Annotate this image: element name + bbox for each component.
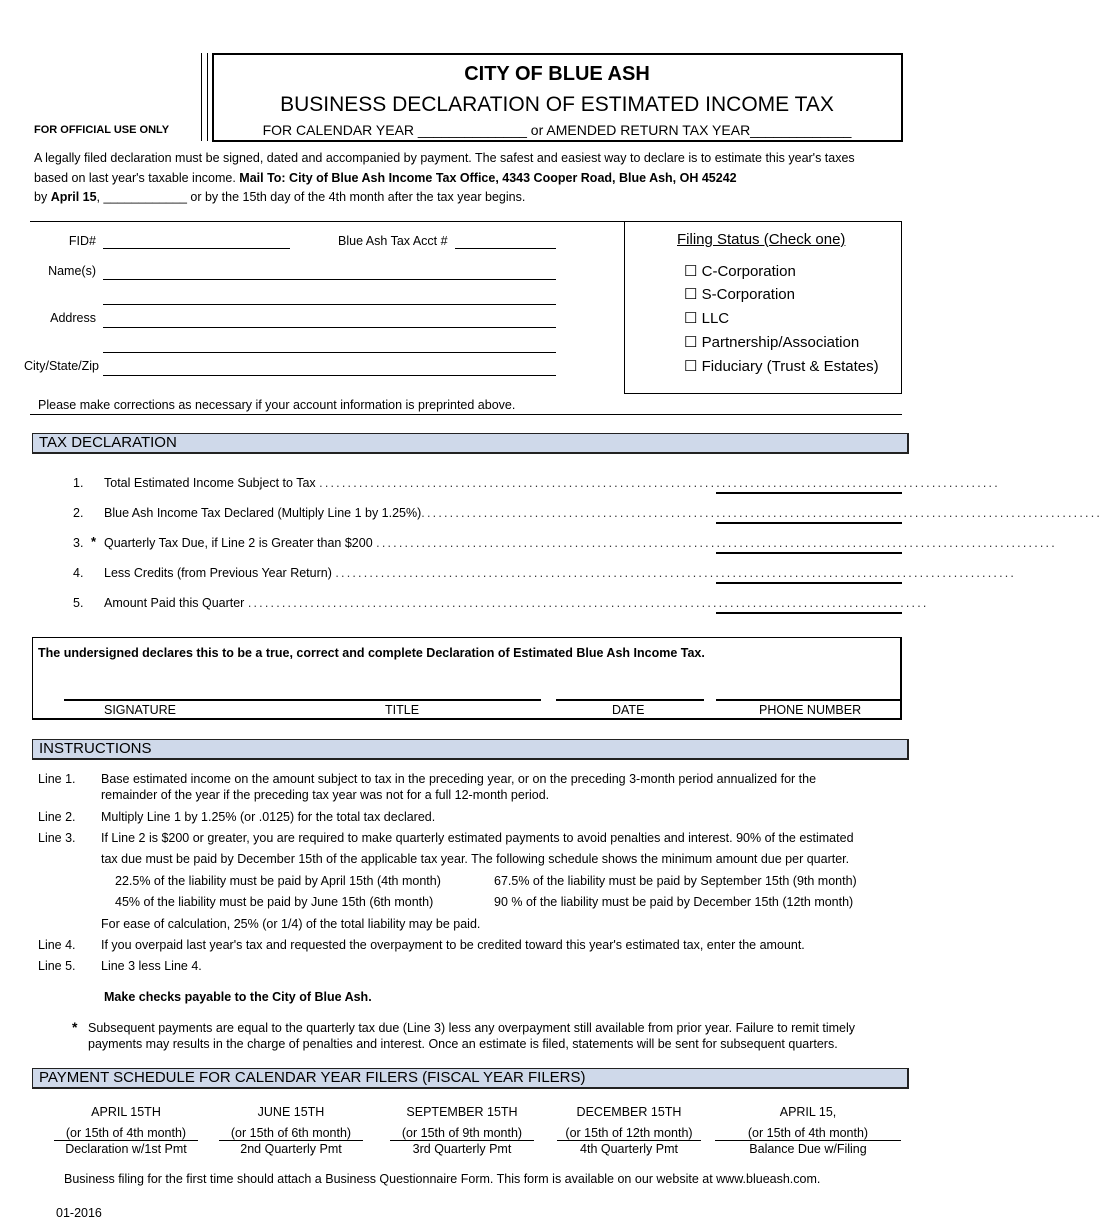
acct-input[interactable] bbox=[455, 248, 556, 249]
name-input[interactable] bbox=[103, 279, 556, 280]
tax-line-label bbox=[104, 506, 1102, 520]
schedule-alt-date: (or 15th of 4th month) bbox=[747, 1126, 869, 1140]
schedule-alt-date: (or 15th of 9th month) bbox=[401, 1126, 523, 1140]
tax-line-text: Quarterly Tax Due, if Line 2 is Greater than $200 bbox=[104, 536, 377, 550]
line-key: Line 2. bbox=[38, 810, 76, 824]
schedule-alt-date: (or 15th of 4th month) bbox=[65, 1126, 187, 1140]
city-label: City/State/Zip bbox=[23, 359, 99, 373]
schedule-description: 3rd Quarterly Pmt bbox=[412, 1142, 512, 1156]
schedule-text: 22.5% of the liability must be paid by April 15th (4th month) bbox=[115, 874, 441, 888]
divider bbox=[715, 1140, 901, 1141]
intro-text bbox=[34, 171, 737, 186]
city-input[interactable] bbox=[103, 375, 556, 376]
footnote-text: payments may results in the charge of penalties and interest. Once an estimate is filed, statements will be sent for subsequent quarters. bbox=[88, 1037, 838, 1051]
schedule-text: 90 % of the liability must be paid by December 15th (12th month) bbox=[494, 895, 854, 909]
form-title: BUSINESS DECLARATION OF ESTIMATED INCOME TAX bbox=[280, 93, 834, 116]
divider bbox=[54, 1140, 198, 1141]
checkbox-partnership[interactable]: ☐ Partnership/Association bbox=[684, 334, 860, 351]
tax-line-input[interactable] bbox=[716, 552, 902, 554]
instruction-text: For ease of calculation, 25% (or 1/4) of the total liability may be paid. bbox=[101, 917, 481, 931]
instruction-text: If Line 2 is $200 or greater, you are required to make quarterly estimated payments to avoid penalties and interest. 90% of the estimated bbox=[101, 831, 854, 845]
schedule-description: Declaration w/1st Pmt bbox=[65, 1142, 187, 1156]
line-number: 1. bbox=[73, 476, 84, 490]
divider bbox=[207, 53, 208, 141]
tax-line-text: Blue Ash Income Tax Declared (Multiply Line 1 by 1.25%) bbox=[104, 506, 422, 520]
checkbox-llc[interactable]: ☐ LLC bbox=[684, 310, 730, 327]
tax-line-input[interactable] bbox=[716, 522, 902, 524]
schedule-date: SEPTEMBER 15TH bbox=[406, 1105, 518, 1119]
name-label: Name(s) bbox=[48, 264, 96, 278]
tax-line-input[interactable] bbox=[716, 582, 902, 584]
line-number: 3. bbox=[73, 536, 84, 550]
divider bbox=[901, 221, 902, 393]
acct-label: Blue Ash Tax Acct # bbox=[338, 234, 448, 248]
leader-dots: ........................................................................................................................ bbox=[319, 476, 1000, 490]
name-input-2[interactable] bbox=[103, 304, 556, 305]
tax-line-label bbox=[104, 536, 1057, 550]
signature-title-input[interactable] bbox=[64, 699, 541, 701]
instruction-text: Multiply Line 1 by 1.25% (or .0125) for the total tax declared. bbox=[101, 810, 436, 824]
divider bbox=[624, 221, 625, 393]
title-label: TITLE bbox=[385, 703, 420, 717]
signature-label: SIGNATURE bbox=[104, 703, 176, 717]
fid-input[interactable] bbox=[103, 248, 290, 249]
divider bbox=[201, 53, 202, 141]
schedule-description: Balance Due w/Filing bbox=[749, 1142, 867, 1156]
divider bbox=[30, 221, 902, 222]
date-input[interactable] bbox=[556, 699, 704, 701]
divider bbox=[624, 393, 902, 394]
tax-line-label bbox=[104, 566, 1017, 580]
divider bbox=[557, 1140, 701, 1141]
schedule-date: JUNE 15TH bbox=[257, 1105, 325, 1119]
tax-year-line[interactable]: FOR CALENDAR YEAR ______________ or AMENDED RETURN TAX YEAR_____________ bbox=[262, 122, 852, 138]
address-label: Address bbox=[50, 311, 96, 325]
tax-declaration-heading: TAX DECLARATION bbox=[32, 433, 909, 454]
line-number: 2. bbox=[73, 506, 84, 520]
checkbox-fiduciary[interactable]: ☐ Fiduciary (Trust & Estates) bbox=[684, 358, 879, 375]
intro-text: , ____________ or by the 15th day of the 4th month after the tax year begins. bbox=[96, 190, 526, 204]
footer-note: Business filing for the first time should attach a Business Questionnaire Form. This form is available on our website at www.blueash.com. bbox=[64, 1172, 821, 1186]
filing-status-title: Filing Status (Check one) bbox=[677, 231, 846, 248]
tax-line-input[interactable] bbox=[716, 492, 902, 494]
schedule-alt-date: (or 15th of 12th month) bbox=[565, 1126, 693, 1140]
footnote-text: Subsequent payments are equal to the quarterly tax due (Line 3) less any overpayment still available from prior year. Failure to remit timely bbox=[88, 1021, 856, 1035]
schedule-text: 45% of the liability must be paid by June 15th (6th month) bbox=[115, 895, 434, 909]
divider bbox=[219, 1140, 363, 1141]
divider bbox=[30, 414, 902, 415]
address-input[interactable] bbox=[103, 327, 556, 328]
schedule-date: APRIL 15, bbox=[779, 1105, 837, 1119]
official-use-label: FOR OFFICIAL USE ONLY bbox=[34, 124, 170, 136]
schedule-date: APRIL 15TH bbox=[91, 1105, 161, 1119]
tax-line-text: Total Estimated Income Subject to Tax bbox=[104, 476, 320, 490]
form-code: 01-2016 bbox=[56, 1206, 102, 1220]
tax-line-label bbox=[104, 476, 1000, 490]
due-date: April 15 bbox=[50, 190, 97, 204]
declaration-statement: The undersigned declares this to be a true, correct and complete Declaration of Estimated Blue Ash Income Tax. bbox=[38, 646, 705, 660]
schedule-date: DECEMBER 15TH bbox=[576, 1105, 682, 1119]
phone-input[interactable] bbox=[716, 699, 902, 701]
checks-payable-note: Make checks payable to the City of Blue Ash. bbox=[104, 990, 372, 1004]
instruction-text: remainder of the year if the preceding tax year was not for a full 12-month period. bbox=[101, 788, 550, 802]
instruction-text: If you overpaid last year's tax and requested the overpayment to be credited toward this year's estimated tax, enter the amount. bbox=[101, 938, 805, 952]
leader-dots: ........................................................................................................................ bbox=[247, 596, 929, 610]
schedule-alt-date: (or 15th of 6th month) bbox=[230, 1126, 352, 1140]
leader-dots: ........................................................................................................................ bbox=[335, 566, 1017, 580]
instruction-text: Base estimated income on the amount subject to tax in the preceding year, or on the preceding 3-month period annualized for the bbox=[101, 772, 817, 786]
intro-text: A legally filed declaration must be signed, dated and accompanied by payment. The safest and easiest way to declare is to estimate this year's taxes bbox=[34, 151, 855, 165]
tax-line-label bbox=[104, 596, 929, 610]
schedule-description: 2nd Quarterly Pmt bbox=[240, 1142, 342, 1156]
tax-line-text: Less Credits (from Previous Year Return) bbox=[104, 566, 336, 580]
line-key: Line 4. bbox=[38, 938, 76, 952]
tax-line-input[interactable] bbox=[716, 612, 902, 614]
intro-text: by bbox=[34, 190, 51, 204]
divider bbox=[390, 1140, 534, 1141]
intro-text: based on last year's taxable income. bbox=[34, 171, 240, 185]
line-key: Line 1. bbox=[38, 772, 76, 786]
line-key: Line 5. bbox=[38, 959, 76, 973]
instructions-heading: INSTRUCTIONS bbox=[32, 739, 909, 760]
line-number: 4. bbox=[73, 566, 84, 580]
fid-label: FID# bbox=[68, 234, 96, 248]
line-number: 5. bbox=[73, 596, 84, 610]
payment-schedule-heading: PAYMENT SCHEDULE FOR CALENDAR YEAR FILERS (FISCAL YEAR FILERS) bbox=[32, 1068, 909, 1089]
mailing-address: Mail To: City of Blue Ash Income Tax Office, 4343 Cooper Road, Blue Ash, OH 45242 bbox=[239, 171, 737, 185]
checkbox-c-corporation[interactable]: ☐ C-Corporation bbox=[684, 263, 796, 280]
date-label: DATE bbox=[612, 703, 645, 717]
city-title: CITY OF BLUE ASH bbox=[464, 63, 650, 85]
tax-line-text: Amount Paid this Quarter bbox=[104, 596, 248, 610]
intro-text bbox=[34, 190, 525, 205]
instruction-text: Line 3 less Line 4. bbox=[101, 959, 202, 973]
checkbox-s-corporation[interactable]: ☐ S-Corporation bbox=[684, 286, 795, 303]
asterisk: * bbox=[91, 534, 97, 549]
phone-label: PHONE NUMBER bbox=[759, 703, 862, 717]
leader-dots: ........................................................................................................................ bbox=[421, 506, 1102, 520]
corrections-note: Please make corrections as necessary if your account information is preprinted above. bbox=[38, 398, 516, 412]
schedule-description: 4th Quarterly Pmt bbox=[580, 1142, 678, 1156]
address-input-2[interactable] bbox=[103, 352, 556, 353]
line-key: Line 3. bbox=[38, 831, 76, 845]
asterisk: * bbox=[72, 1019, 78, 1035]
instruction-text: tax due must be paid by December 15th of the applicable tax year. The following schedule shows the minimum amount due per quarter. bbox=[101, 852, 850, 866]
schedule-text: 67.5% of the liability must be paid by September 15th (9th month) bbox=[494, 874, 857, 888]
leader-dots: ........................................................................................................................ bbox=[376, 536, 1057, 550]
